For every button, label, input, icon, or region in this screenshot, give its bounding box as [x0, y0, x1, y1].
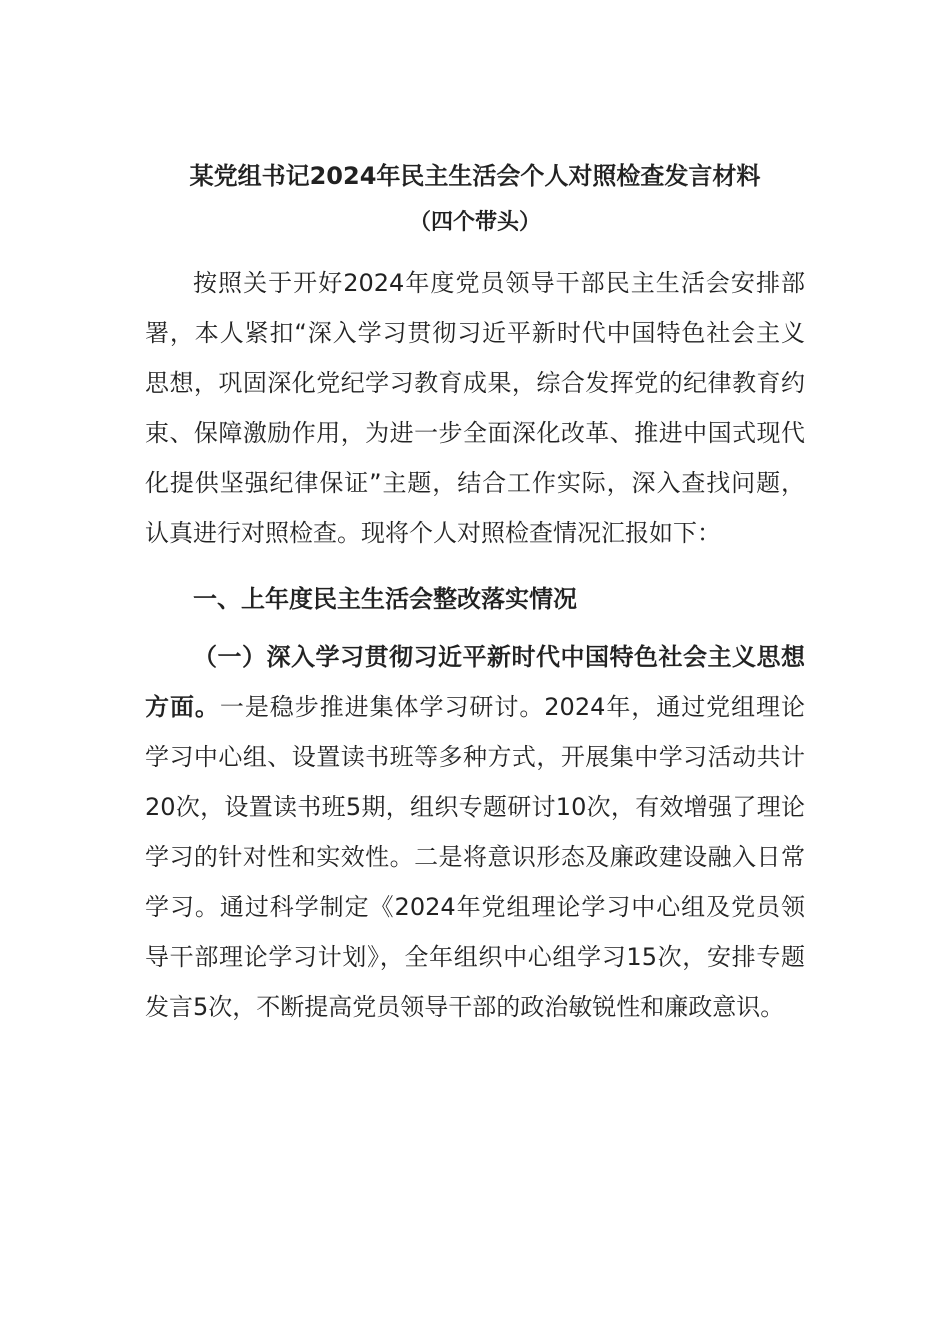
section-heading-1: 一、上年度民主生活会整改落实情况	[193, 585, 577, 613]
document-title: 某党组书记2024年民主生活会个人对照检查发言材料	[189, 162, 761, 190]
document-body	[145, 150, 805, 1032]
intro-paragraph: 按照关于开好2024年度党员领导干部民主生活会安排部署，本人紧扣“深入学习贯彻习近平新时代中国特色社会主义思想，巩固深化党纪学习教育成果，综合发挥党的纪律教育约束、保障激励作用，为进一步全面深化改革、推进中国式现代化提供坚强纪律保证”主题，结合工作实际，深入查找问题，认真进行对照检查。现将个人对照检查情况汇报如下：	[145, 269, 805, 547]
section-1-subsection-1	[145, 632, 805, 1032]
subsection-body: 一是稳步推进集体学习研讨。2024年，通过党组理论学习中心组、设置读书班等多种方式，开展集中学习活动共计20次，设置读书班5期，组织专题研讨10次，有效增强了理论学习的针对性和实效性。二是将意识形态及廉政建设融入日常学习。通过科学制定《2024年党组理论学习中心组及党员领导干部理论学习计划》，全年组织中心组学习15次，安排专题发言5次，不断提高党员领导干部的政治敏锐性和廉政意识。	[145, 693, 806, 1021]
subsection-lead: （一）深入学习贯彻习近平新时代中国特色社会主义思想方面。	[145, 643, 805, 721]
document-subtitle: （四个带头）	[408, 210, 541, 235]
